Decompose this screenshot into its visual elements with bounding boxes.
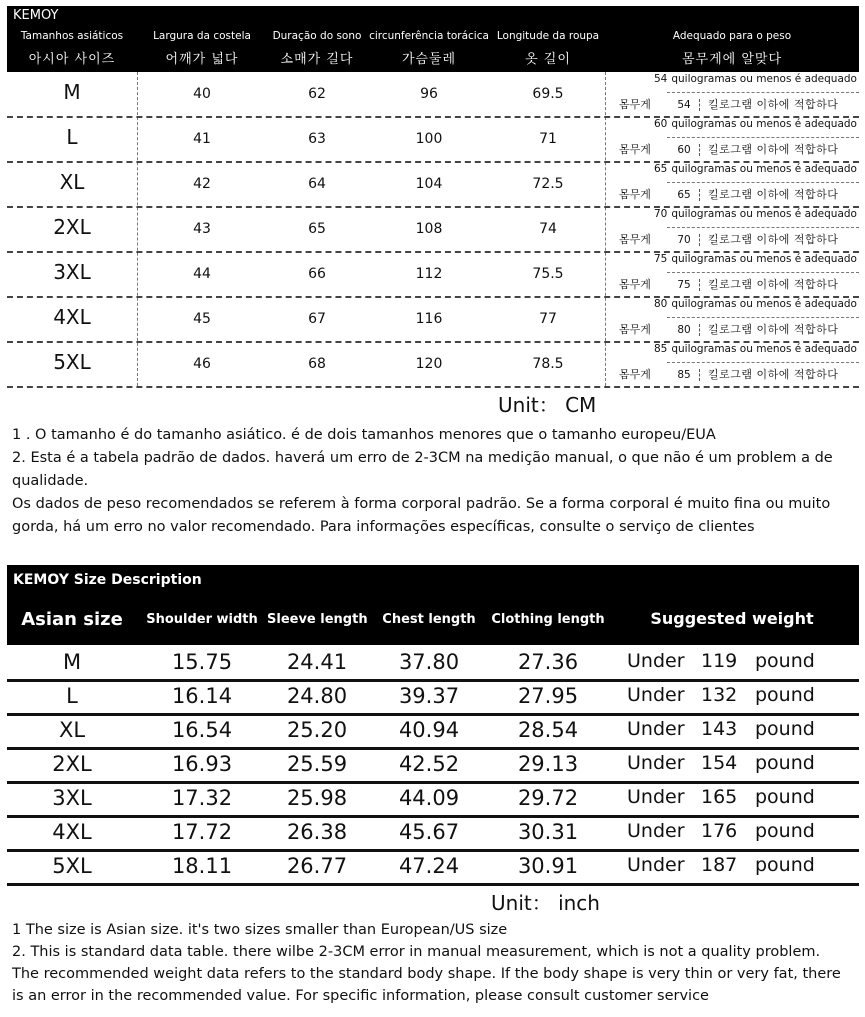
weight-cell xyxy=(605,207,859,251)
sleeve-cell: 25.98 xyxy=(286,786,348,810)
size-cell: 2XL xyxy=(52,752,92,776)
chest-cell: 100 xyxy=(415,131,443,147)
shoulder-cell: 16.54 xyxy=(171,718,233,742)
shoulder-cell: 16.14 xyxy=(171,684,233,708)
brand-name: KEMOY xyxy=(13,8,59,23)
note-line: 1 . O tamanho é do tamanho asiático. é de dois tamanhos menores que o tamanho europeu/EUA xyxy=(12,427,716,443)
length-cell: 69.5 xyxy=(532,86,564,102)
table-row xyxy=(7,747,859,784)
weight-cell xyxy=(627,854,815,876)
weight-suffix: pound xyxy=(755,752,815,774)
header-sleeve: Sleeve length xyxy=(267,612,368,627)
weight-value: 143 xyxy=(701,718,738,740)
weight-value: 154 xyxy=(701,752,738,774)
weight-value: 132 xyxy=(701,684,738,706)
weight-kr xyxy=(619,276,838,292)
chest-cell: 44.09 xyxy=(398,786,460,810)
length-cell: 71 xyxy=(539,131,557,147)
weight-cell xyxy=(627,752,815,774)
weight-suffix: pound xyxy=(755,650,815,672)
weight-label-kr: 몸무게 xyxy=(619,143,651,156)
size-cell: 5XL xyxy=(52,854,92,878)
weight-text-pt: quilogramas ou menos é adequado xyxy=(671,163,857,175)
weight-value: 70 xyxy=(669,234,700,246)
weight-text-pt: quilogramas ou menos é adequado xyxy=(671,208,857,220)
weight-prefix: Under xyxy=(627,820,685,842)
length-cell: 29.13 xyxy=(517,752,579,776)
weight-value: 54 xyxy=(669,99,700,111)
size-cell: XL xyxy=(59,170,85,194)
weight-cell xyxy=(627,684,815,706)
size-cell: 2XL xyxy=(53,215,91,239)
weight-text-kr: 킬로그램 이하에 적합하다 xyxy=(708,98,839,111)
weight-kr xyxy=(619,96,838,112)
weight-text-kr: 킬로그램 이하에 적합하다 xyxy=(708,188,839,201)
weight-cell xyxy=(627,786,815,808)
weight-suffix: pound xyxy=(755,684,815,706)
table-row xyxy=(7,781,859,818)
weight-value: 54 xyxy=(653,73,668,85)
weight-value: 85 xyxy=(653,343,668,355)
weight-value: 60 xyxy=(669,144,700,156)
sleeve-cell: 24.41 xyxy=(286,650,348,674)
weight-divider xyxy=(667,362,859,363)
chest-cell: 112 xyxy=(415,266,443,282)
size-cell: 3XL xyxy=(53,260,91,284)
weight-value: 176 xyxy=(701,820,738,842)
note-line: Os dados de peso recomendados se referem à forma corporal padrão. Se a forma corporal é muito fina ou muito gorda, há um erro no valor recomendado. Para informações específicas, consulte o serviço de clientes xyxy=(12,496,831,535)
weight-text-pt: quilogramas ou menos é adequado xyxy=(671,253,857,265)
header-length: Clothing length xyxy=(491,612,605,627)
weight-value: 75 xyxy=(653,253,668,265)
weight-divider xyxy=(667,137,859,138)
sleeve-cell: 66 xyxy=(308,266,326,282)
weight-divider xyxy=(667,317,859,318)
shoulder-cell: 44 xyxy=(193,266,211,282)
note-line: 2. Esta é a tabela padrão de dados. haverá um erro de 2-3CM na medição manual, o que não é um problem a de qualidade. xyxy=(12,450,833,489)
weight-text-kr: 킬로그램 이하에 적합하다 xyxy=(708,233,839,246)
sleeve-cell: 26.77 xyxy=(286,854,348,878)
weight-value: 165 xyxy=(701,786,738,808)
size-cell: 4XL xyxy=(53,305,91,329)
size-cell: 3XL xyxy=(52,786,92,810)
length-cell: 28.54 xyxy=(517,718,579,742)
weight-cell xyxy=(605,162,859,206)
weight-cell xyxy=(605,252,859,296)
weight-text-kr: 킬로그램 이하에 적합하다 xyxy=(708,368,839,381)
weight-suffix: pound xyxy=(755,718,815,740)
weight-text-kr: 킬로그램 이하에 적합하다 xyxy=(708,323,839,336)
weight-pt xyxy=(654,73,857,85)
sleeve-cell: 64 xyxy=(308,176,326,192)
notes-english xyxy=(12,919,857,1007)
shoulder-cell: 46 xyxy=(193,356,211,372)
weight-value: 80 xyxy=(653,298,668,310)
header-weight: Suggested weight xyxy=(650,609,814,628)
weight-pt xyxy=(654,118,857,130)
sleeve-cell: 63 xyxy=(308,131,326,147)
weight-value: 60 xyxy=(653,118,668,130)
weight-pt xyxy=(654,343,857,355)
chest-cell: 37.80 xyxy=(398,650,460,674)
weight-text-pt: quilogramas ou menos é adequado xyxy=(671,343,857,355)
notes-portuguese xyxy=(12,424,857,539)
weight-label-kr: 몸무게 xyxy=(619,188,651,201)
weight-suffix: pound xyxy=(755,820,815,842)
weight-value: 85 xyxy=(669,369,700,381)
sleeve-cell: 62 xyxy=(308,86,326,102)
sleeve-cell: 65 xyxy=(308,221,326,237)
weight-pt xyxy=(654,253,857,265)
shoulder-cell: 17.32 xyxy=(171,786,233,810)
weight-text-kr: 킬로그램 이하에 적합하다 xyxy=(708,278,839,291)
weight-text-pt: quilogramas ou menos é adequado xyxy=(671,298,857,310)
weight-prefix: Under xyxy=(627,684,685,706)
sleeve-cell: 68 xyxy=(308,356,326,372)
weight-value: 70 xyxy=(653,208,668,220)
weight-value: 75 xyxy=(669,279,700,291)
sleeve-cell: 26.38 xyxy=(286,820,348,844)
size-cell: 5XL xyxy=(53,350,91,374)
size-cell: M xyxy=(63,80,81,104)
weight-cell xyxy=(605,342,859,386)
header-chest: circunferência torácica 가슴둘레 xyxy=(369,30,489,67)
header-asian-size: Tamanhos asiáticos 아시아 사이즈 xyxy=(20,30,124,67)
size-cell: XL xyxy=(58,718,86,742)
table-row xyxy=(7,849,859,886)
shoulder-cell: 18.11 xyxy=(171,854,233,878)
inch-table-title xyxy=(7,565,859,595)
weight-pt xyxy=(654,163,857,175)
length-cell: 27.95 xyxy=(517,684,579,708)
header-chest: Chest length xyxy=(382,612,476,627)
size-cell: L xyxy=(66,684,78,708)
chest-cell: 45.67 xyxy=(398,820,460,844)
table-row xyxy=(7,72,859,118)
weight-prefix: Under xyxy=(627,786,685,808)
shoulder-cell: 40 xyxy=(193,86,211,102)
note-line: 1 The size is Asian size. it's two sizes smaller than European/US size xyxy=(12,922,508,938)
weight-cell xyxy=(627,718,815,740)
weight-pt xyxy=(654,298,857,310)
shoulder-cell: 17.72 xyxy=(171,820,233,844)
sleeve-cell: 67 xyxy=(308,311,326,327)
weight-prefix: Under xyxy=(627,854,685,876)
size-description-title: KEMOY Size Description xyxy=(13,572,202,588)
weight-value: 119 xyxy=(701,650,738,672)
table-row xyxy=(7,117,859,163)
length-cell: 75.5 xyxy=(532,266,564,282)
shoulder-cell: 41 xyxy=(193,131,211,147)
length-cell: 27.36 xyxy=(517,650,579,674)
table-row xyxy=(7,297,859,343)
chest-cell: 42.52 xyxy=(398,752,460,776)
length-cell: 77 xyxy=(539,311,557,327)
weight-pt xyxy=(654,208,857,220)
chest-cell: 120 xyxy=(415,356,443,372)
weight-divider xyxy=(667,182,859,183)
weight-divider xyxy=(667,272,859,273)
size-cell: 4XL xyxy=(52,820,92,844)
note-line: The recommended weight data refers to the standard body shape. If the body shape is very thin or very fat, there is an error in the recommended value. For specific information, please consult customer service xyxy=(12,966,841,1004)
weight-cell xyxy=(605,297,859,341)
unit-label-inch: Unit： inch xyxy=(491,891,600,915)
weight-kr xyxy=(619,141,838,157)
size-cell: L xyxy=(66,125,78,149)
length-cell: 78.5 xyxy=(532,356,564,372)
weight-prefix: Under xyxy=(627,752,685,774)
inch-table-header xyxy=(7,595,859,645)
weight-value: 65 xyxy=(669,189,700,201)
weight-cell xyxy=(627,820,815,842)
weight-value: 187 xyxy=(701,854,738,876)
sleeve-cell: 24.80 xyxy=(286,684,348,708)
weight-label-kr: 몸무게 xyxy=(619,368,651,381)
unit-label-cm: Unit： CM xyxy=(498,393,597,417)
shoulder-cell: 16.93 xyxy=(171,752,233,776)
weight-kr xyxy=(619,231,838,247)
table-row xyxy=(7,815,859,852)
weight-suffix: pound xyxy=(755,786,815,808)
table-row xyxy=(7,207,859,253)
weight-label-kr: 몸무게 xyxy=(619,278,651,291)
weight-suffix: pound xyxy=(755,854,815,876)
weight-kr xyxy=(619,186,838,202)
header-shoulder: Largura da costela 어깨가 넓다 xyxy=(153,30,251,67)
weight-kr xyxy=(619,366,838,382)
weight-divider xyxy=(667,92,859,93)
sleeve-cell: 25.20 xyxy=(286,718,348,742)
shoulder-cell: 42 xyxy=(193,176,211,192)
weight-label-kr: 몸무게 xyxy=(619,98,651,111)
weight-value: 80 xyxy=(669,324,700,336)
table-row xyxy=(7,679,859,716)
weight-text-pt: quilogramas ou menos é adequado xyxy=(671,73,857,85)
length-cell: 74 xyxy=(539,221,557,237)
weight-divider xyxy=(667,227,859,228)
table-row xyxy=(7,342,859,388)
shoulder-cell: 43 xyxy=(193,221,211,237)
chest-cell: 116 xyxy=(415,311,443,327)
chest-cell: 96 xyxy=(420,86,438,102)
length-cell: 30.31 xyxy=(517,820,579,844)
weight-prefix: Under xyxy=(627,650,685,672)
length-cell: 29.72 xyxy=(517,786,579,810)
table-row xyxy=(7,645,859,682)
weight-label-kr: 몸무게 xyxy=(619,233,651,246)
weight-cell xyxy=(627,650,815,672)
header-length: Longitude da roupa 옷 길이 xyxy=(496,30,600,67)
weight-prefix: Under xyxy=(627,718,685,740)
cm-table-header xyxy=(7,6,859,72)
weight-cell xyxy=(605,117,859,161)
weight-text-kr: 킬로그램 이하에 적합하다 xyxy=(708,143,839,156)
header-asian-size: Asian size xyxy=(21,609,123,630)
weight-text-pt: quilogramas ou menos é adequado xyxy=(671,118,857,130)
chest-cell: 47.24 xyxy=(398,854,460,878)
header-sleeve: Duração do sono 소매가 길다 xyxy=(272,30,362,67)
shoulder-cell: 45 xyxy=(193,311,211,327)
weight-value: 65 xyxy=(653,163,668,175)
size-cell: M xyxy=(62,650,82,674)
chest-cell: 40.94 xyxy=(398,718,460,742)
chest-cell: 108 xyxy=(415,221,443,237)
length-cell: 30.91 xyxy=(517,854,579,878)
table-row xyxy=(7,162,859,208)
weight-cell xyxy=(605,72,859,116)
table-row xyxy=(7,252,859,298)
weight-kr xyxy=(619,321,838,337)
note-line: 2. This is standard data table. there wilbe 2-3CM error in manual measurement, which is not a quality problem. xyxy=(12,944,821,960)
header-weight: Adequado para o peso 몸무게에 알맞다 xyxy=(672,30,792,67)
chest-cell: 104 xyxy=(415,176,443,192)
chest-cell: 39.37 xyxy=(398,684,460,708)
table-row xyxy=(7,713,859,750)
shoulder-cell: 15.75 xyxy=(171,650,233,674)
weight-label-kr: 몸무게 xyxy=(619,323,651,336)
length-cell: 72.5 xyxy=(532,176,564,192)
header-shoulder: Shoulder width xyxy=(146,612,258,627)
sleeve-cell: 25.59 xyxy=(286,752,348,776)
